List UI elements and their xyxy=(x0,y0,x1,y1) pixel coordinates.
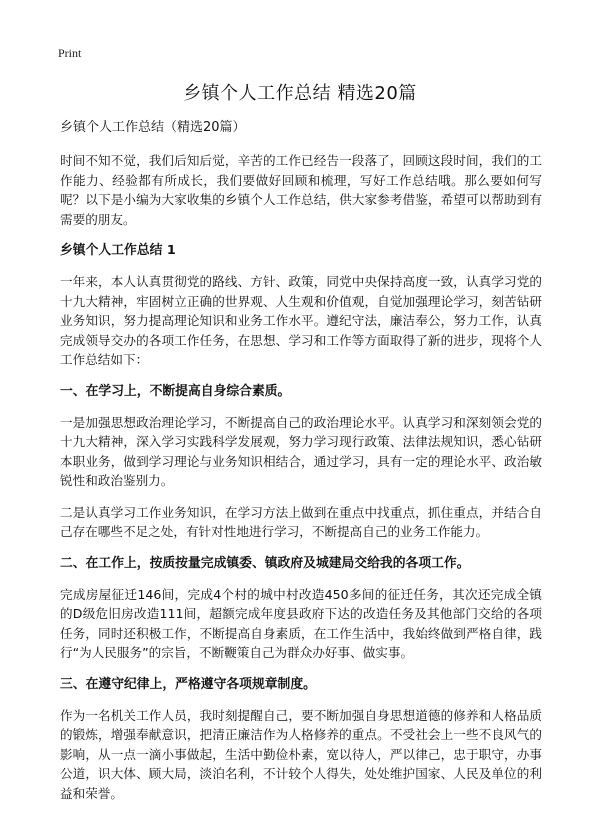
article-body xyxy=(60,118,542,815)
page-title: 乡镇个人工作总结 精选20篇 xyxy=(183,83,417,104)
study-paragraph-2: 二是认真学习工作业务知识，在学习方法上做到在重点中找重点，抓住重点，并结合自己存在哪些不足之处，有针对性地进行学习，不断提高自己的业务工作能力。 xyxy=(60,504,542,539)
part-heading: 乡镇个人工作总结 1 xyxy=(60,243,176,258)
intro-paragraph: 时间不知不觉，我们后知后觉，辛苦的工作已经告一段落了，回顾这段时间，我们的工作能力、经验都有所成长，我们要做好回顾和梳理，写好工作总结哦。那么要如何写呢？以下是小编为大家收集的乡镇个人工作总结，供大家参考借鉴，希望可以帮助到有需要的朋友。 xyxy=(60,153,542,227)
section-heading-study: 一、在学习上，不断提高自身综合素质。 xyxy=(60,383,291,399)
article-subtitle: 乡镇个人工作总结（精选20篇） xyxy=(60,120,246,135)
study-paragraph-1: 一是加强思想政治理论学习，不断提高自己的政治理论水平。认真学习和深刻领会党的十九大精神，深入学习实践科学发展观，努力学习现行政策、法律法规知识，悉心钻研本职业务，做到学习理论与业务知识相结合，通过学习，具有一定的理论水平、政治敏锐性和政治鉴别力。 xyxy=(60,414,542,488)
discipline-paragraph: 作为一名机关工作人员，我时刻提醒自己，要不断加强自身思想道德的修养和人格品质的锻炼，增强奉献意识，把清正廉洁作为人格修养的重点。不受社会上一些不良风气的影响，从一点一滴小事做起，生活中勤俭朴素，宽以待人，严以律己，忠于职守，办事公道，识大体、顾大局，淡泊名利，不计较个人得失，处处维护国家、人民及单位的利益和荣誉。 xyxy=(60,707,542,801)
part-intro-paragraph: 一年来，本人认真贯彻党的路线、方针、政策，同党中央保持高度一致，认真学习党的十九大精神，牢固树立正确的世界观、人生观和价值观，自觉加强理论学习，刻苦钻研业务知识，努力提高理论知识和业务工作水平。遵纪守法，廉洁奉公，努力工作，认真完成领导交办的各项工作任务，在思想、学习和工作等方面取得了新的进步，现将个人工作总结如下： xyxy=(60,274,542,367)
work-paragraph: 完成房屋征迁146间，完成4个村的城中村改造450多间的征迁任务，其次还完成全镇的D级危旧房改造111间，超额完成年度县政府下达的改造任务及其他部门交给的各项任务，同时还积极工作，不断提高自身素质，在工作生活中，我始终做到严格自律，践行“为人民服务”的宗旨，不断鞭策自己为群众办好事、做实事。 xyxy=(60,586,542,660)
print-link[interactable]: Print xyxy=(58,46,82,60)
section-heading-discipline: 三、在遵守纪律上，严格遵守各项规章制度。 xyxy=(60,676,316,692)
section-heading-work: 二、在工作上，按质按量完成镇委、镇政府及城建局交给我的各项工作。 xyxy=(60,555,470,571)
